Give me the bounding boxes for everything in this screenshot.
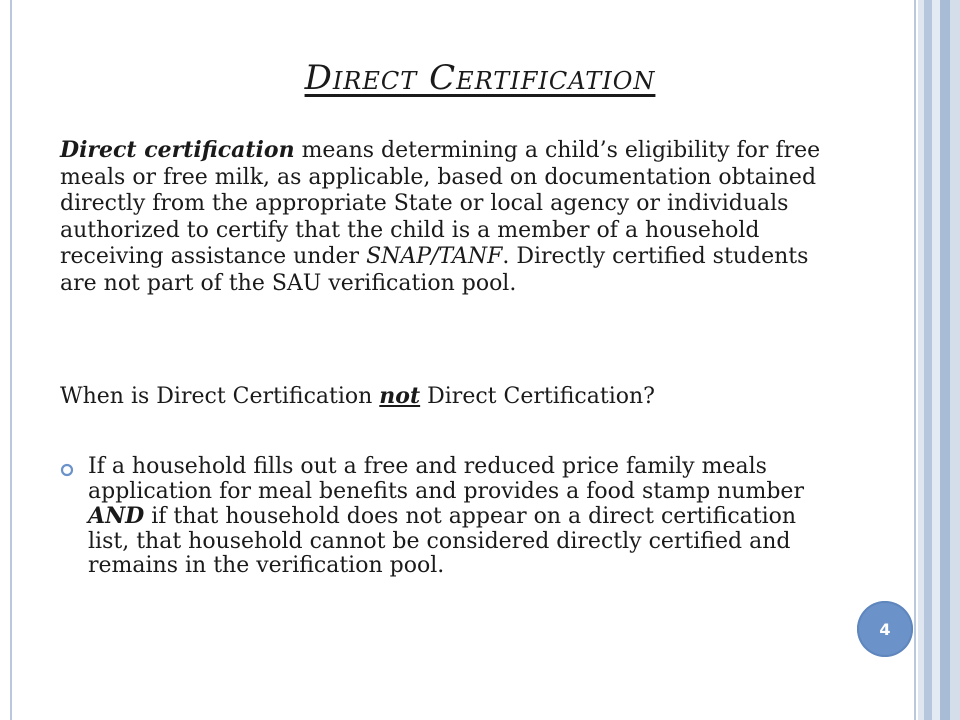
question-after: Direct Certification? — [420, 384, 655, 409]
definition-text-part1: means determining a child’s eligibility for free meals or free milk, as applicable, based on documentation obtained directly from the appropriate State or local agency or individuals authorized to certify that the child is a member of a household receiving assistance under — [60, 138, 821, 269]
question-before: When is Direct Certification — [60, 384, 380, 409]
slide-frame — [10, 0, 916, 720]
bullet-part2: if that household does not appear on a direct certification list, that household cannot be considered directly certified and remains in the verification pool. — [88, 504, 797, 578]
slide-title: Direct Certification — [304, 58, 656, 98]
bullet-item — [60, 455, 840, 579]
bullet-text — [88, 455, 840, 579]
program-name: SNAP/TANF — [366, 244, 503, 269]
page-number-badge — [857, 601, 913, 657]
definition-term: Direct certification — [60, 137, 295, 163]
bullet-emphasis: AND — [88, 503, 145, 529]
definition-paragraph — [60, 137, 840, 297]
bullet-part1: If a household fills out a free and reduced price family meals application for meal benefits and provides a food stamp number — [88, 454, 804, 504]
question-emphasis: not — [379, 383, 421, 409]
page-number: 4 — [879, 619, 891, 639]
ring-bullet-icon — [60, 463, 74, 477]
decorative-stripes — [918, 0, 960, 720]
definition-text-part2: . Directly certified students are not part of the SAU verification pool. — [60, 244, 809, 296]
question-line — [60, 383, 840, 410]
